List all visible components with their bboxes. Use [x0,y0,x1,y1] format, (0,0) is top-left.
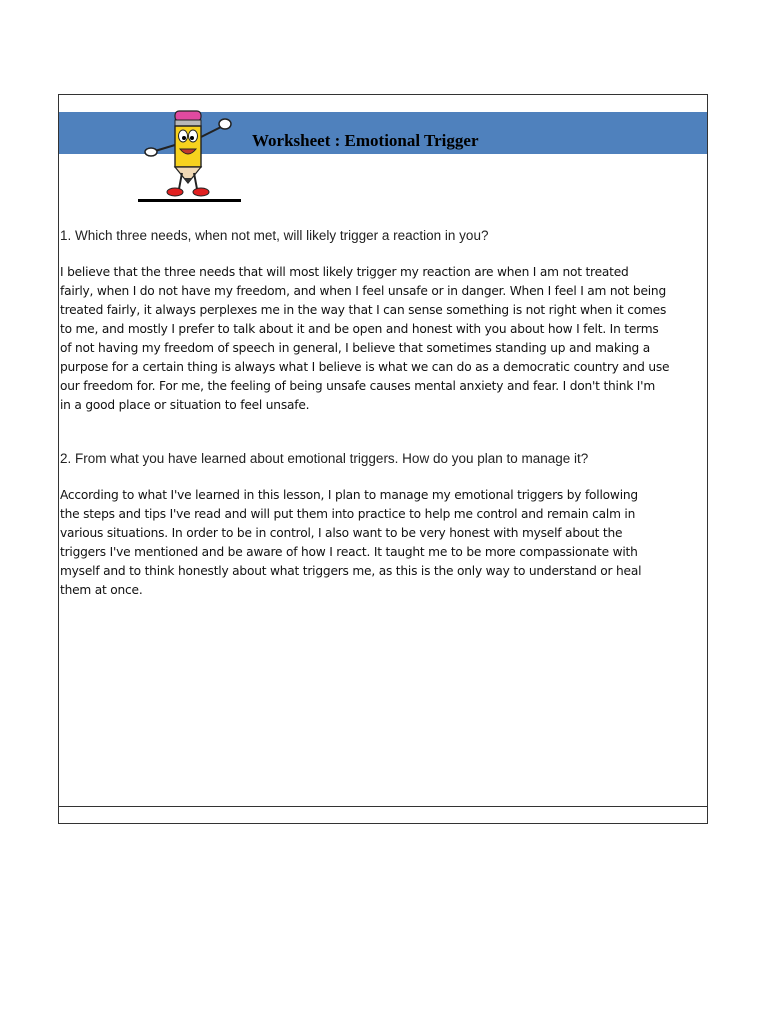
answer-2 [60,486,706,600]
answer-line: in a good place or situation to feel unsafe. [60,398,310,412]
answer-line: fairly, when I do not have my freedom, and when I feel unsafe or in danger. When I feel I am not being [60,284,666,298]
question-1: 1. Which three needs, when not met, will likely trigger a reaction in you? [60,228,489,243]
worksheet-title: Worksheet : Emotional Trigger [252,131,479,150]
answer-1 [60,263,706,415]
answer-line: them at once. [60,583,143,597]
answer-line: various situations. In order to be in control, I also want to be very honest with myself about the [60,526,623,540]
answer-line: myself and to think honestly about what triggers me, as this is the only way to understand or heal [60,564,642,578]
answer-line: purpose for a certain thing is always what I believe is what we can do as a democratic country and use [60,360,670,374]
mascot-underline [138,199,241,202]
answer-line: According to what I've learned in this lesson, I plan to manage my emotional triggers by following [60,488,638,502]
answer-line: triggers I've mentioned and be aware of how I react. It taught me to be more compassionate with [60,545,638,559]
answer-line: I believe that the three needs that will most likely trigger my reaction are when I am not treated [60,265,629,279]
question-2: 2. From what you have learned about emotional triggers. How do you plan to manage it? [60,451,589,466]
worksheet-sheet [58,94,708,824]
answer-line: the steps and tips I've read and will put them into practice to help me control and remain calm in [60,507,636,521]
answer-line: of not having my freedom of speech in general, I believe that sometimes standing up and making a [60,341,650,355]
pencil-mascot-icon [137,107,247,203]
answer-line: our freedom for. For me, the feeling of being unsafe causes mental anxiety and fear. I don't think I'm [60,379,656,393]
sheet-footer-divider [59,806,707,807]
answer-line: to me, and mostly I prefer to talk about it and be open and honest with you about how I felt. In terms [60,322,659,336]
answer-line: treated fairly, it always perplexes me in the way that I can sense something is not right when it comes [60,303,667,317]
